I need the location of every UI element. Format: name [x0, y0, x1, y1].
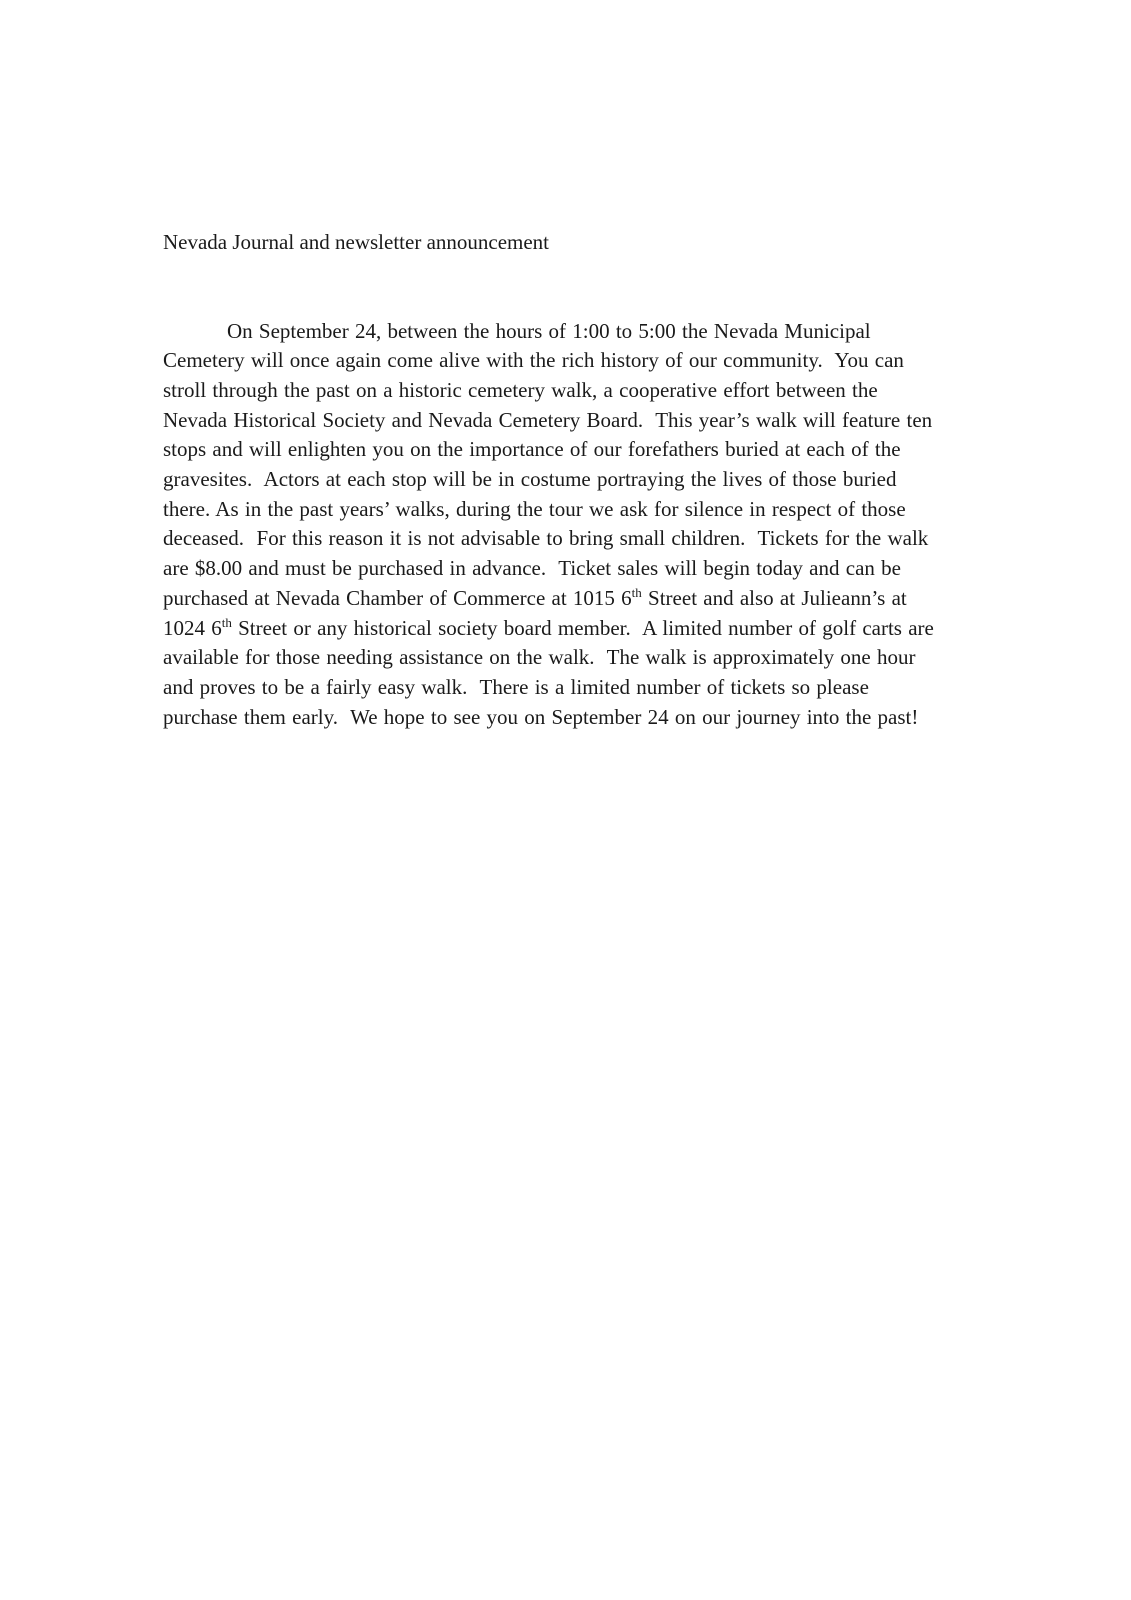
- announcement-paragraph: On September 24, between the hours of 1:00 to 5:00 the Nevada Municipal Cemetery will once again come alive with the rich history of our community. You can stroll through the past on a historic cemetery walk, a cooperative effort between the Nevada Historical Society and Nevada Cemetery Board. This year’s walk will feature ten stops and will enlighten you on the importance of our forefathers buried at each of the gravesites. Actors at each stop will be in costume portraying the lives of those buried there. As in the past years’ walks, during the tour we ask for silence in respect of those deceased. For this reason it is not advisable to bring small children. Tickets for the walk are $8.00 and must be purchased in advance. Ticket sales will begin today and can be purchased at Nevada Chamber of Commerce at 1015 6th Street and also at Julieann’s at 1024 6th Street or any historical society board member. A limited number of golf carts are available for those needing assistance on the walk. The walk is approximately one hour and proves to be a fairly easy walk. There is a limited number of tickets so please purchase them early. We hope to see you on September 24 on our journey into the past!: [163, 318, 941, 729]
- document-title: Nevada Journal and newsletter announcement: [163, 230, 550, 254]
